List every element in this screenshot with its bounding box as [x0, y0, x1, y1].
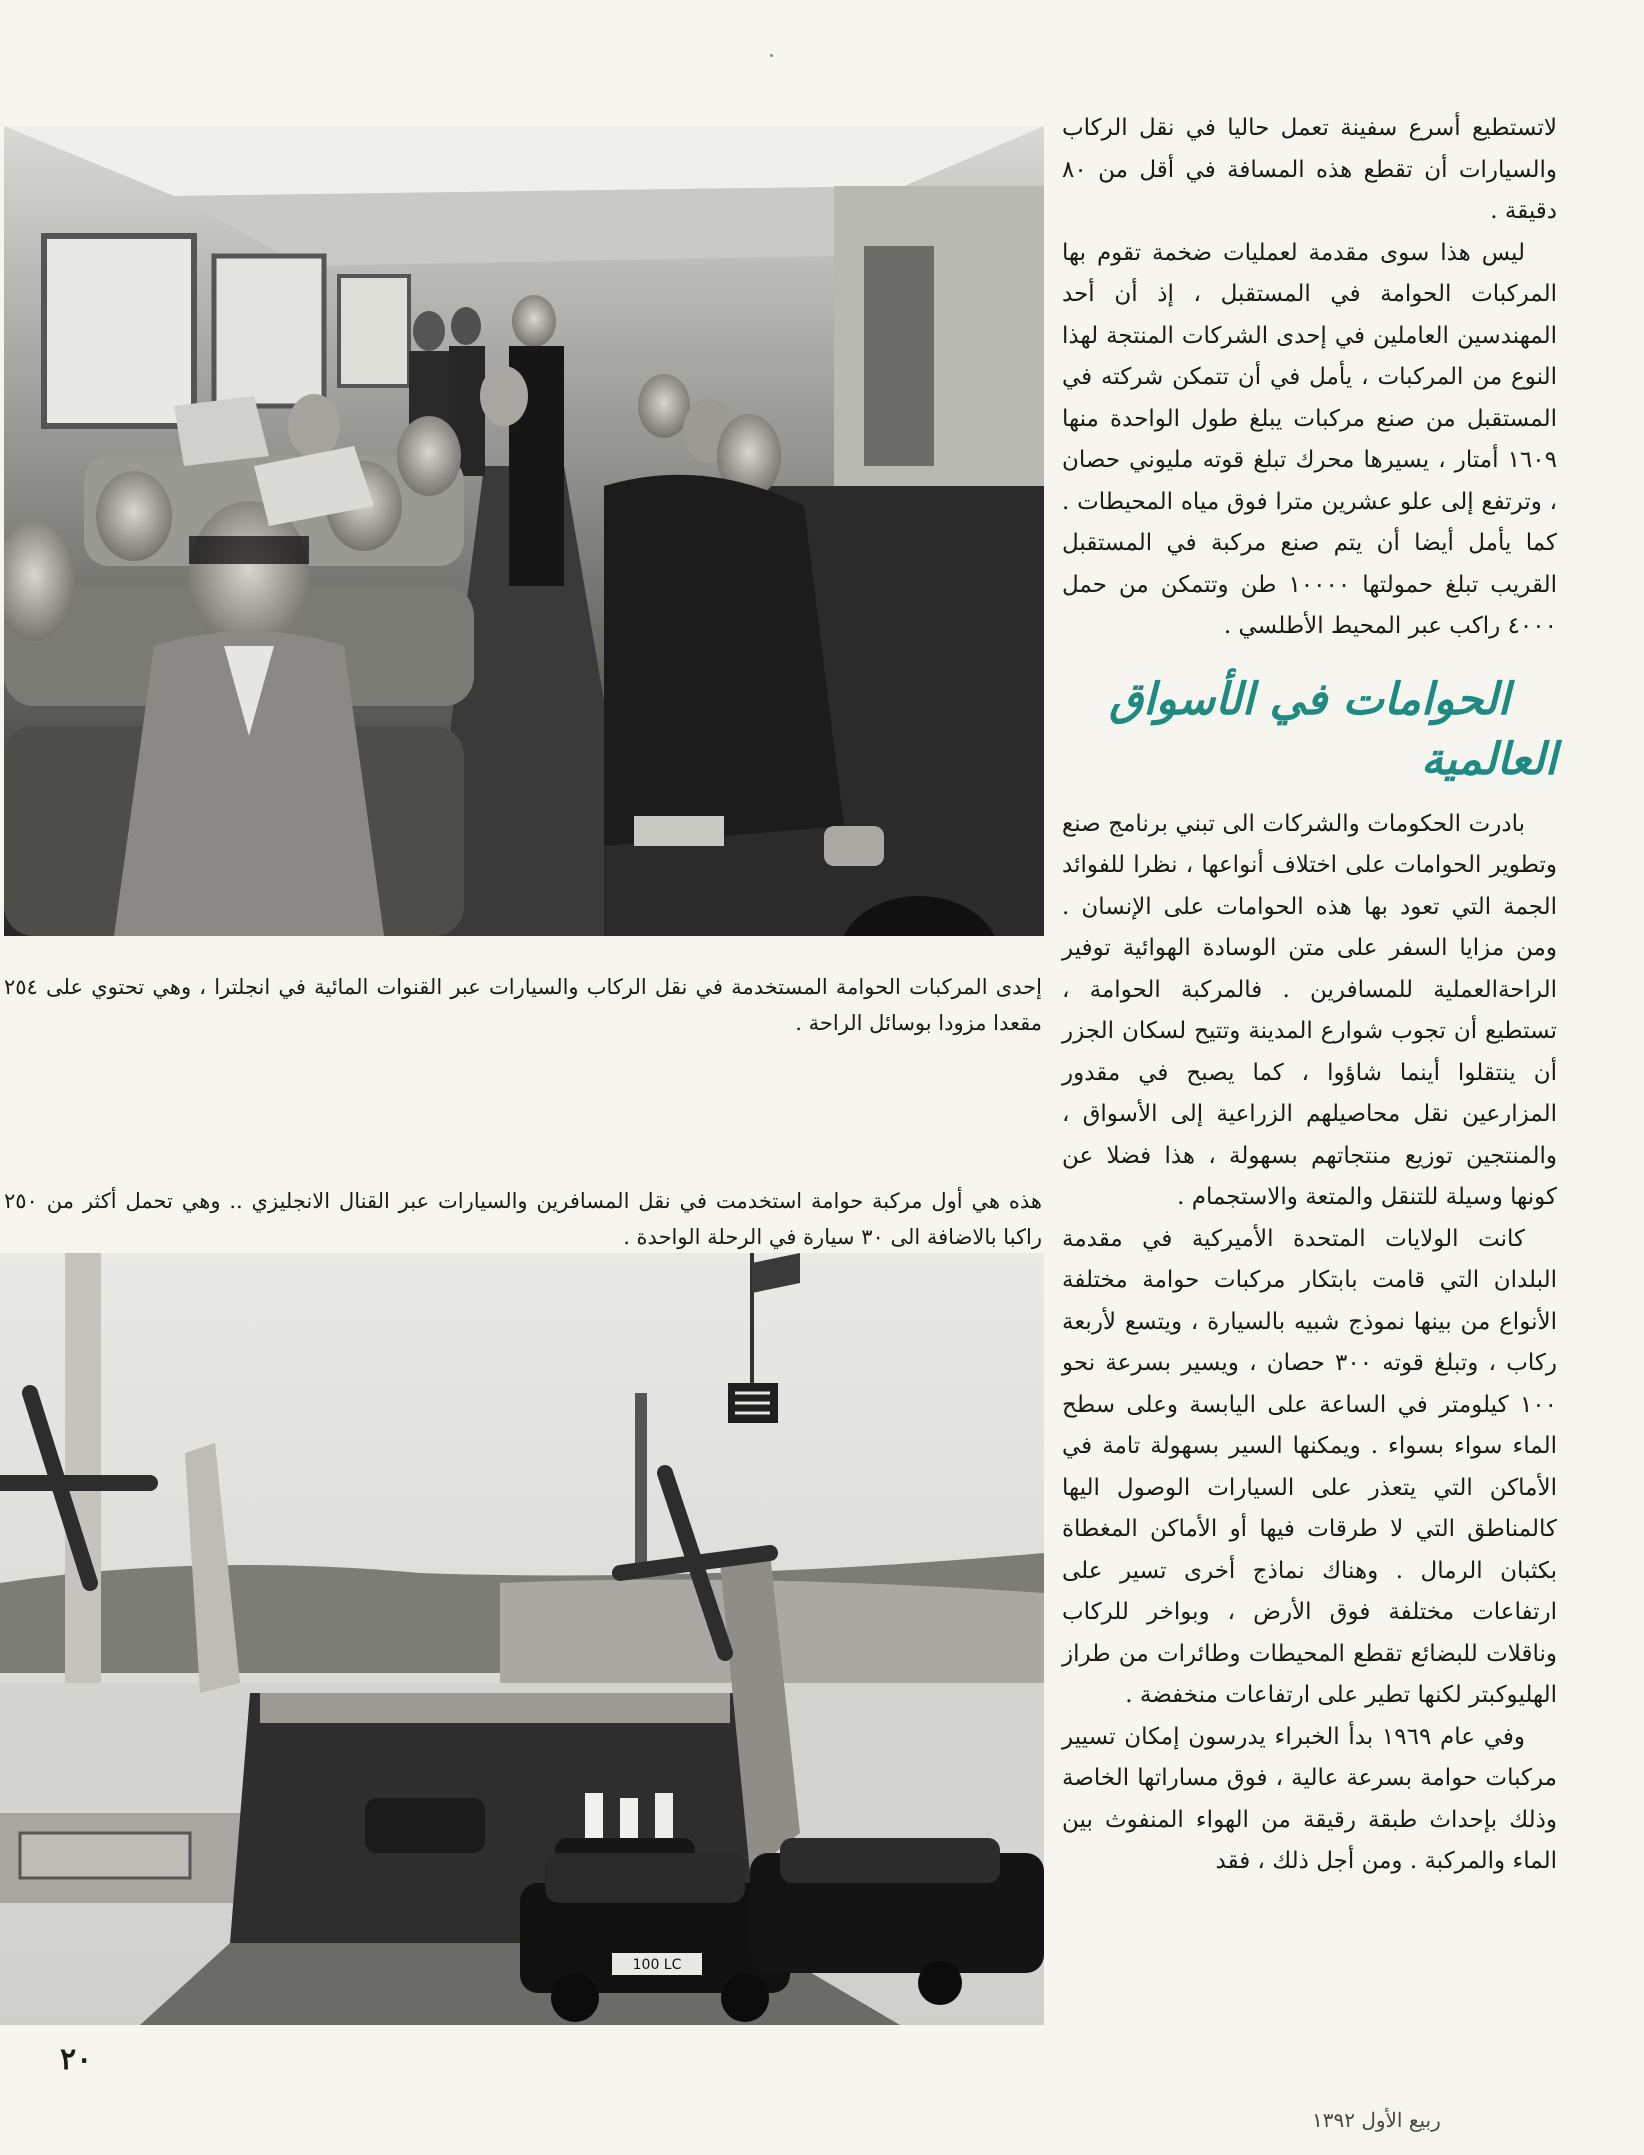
article-column: [1062, 108, 1557, 1883]
section-heading: الحوامات في الأسواق العالمية: [1109, 673, 1557, 785]
article-paragraph: بادرت الحكومات والشركات الى تبني برنامج صنع وتطوير الحوامات على اختلاف أنواعها ، نظرا للفوائد الجمة التي تعود بها هذه الحوامات على الإنسان . ومن مزايا السفر على متن الوسادة الهوائية توفير الراحةالعملية للمسافرين . فالمركبة الحوامة ، تستطيع أن تجوب شوارع المدينة وتتيح لسكان الجزر أن ينتقلوا أينما شاؤوا ، كما يصبح في مقدور المزارعين نقل محاصيلهم الزراعية إلى الأسواق ، والمنتجين توزيع منتجاتهم بسهولة ، هذا فضلا عن كونها وسيلة للتنقل والمتعة والاستجمام .: [1062, 810, 1557, 1210]
caption-cabin-photo: إحدى المركبات الحوامة المستخدمة في نقل الركاب والسيارات عبر القنوات المائية في انجلترا ، وهي تحتوي على ٢٥٤ مقعدا مزودا بوسائل الراحة .: [4, 975, 1042, 1035]
article-paragraph: وفي عام ١٩٦٩ بدأ الخبراء يدرسون إمكان تسيير مركبات حوامة بسرعة عالية ، فوق مساراتها الخاصة وذلك بإحداث طبقة رقيقة من الهواء المنفوث بين الماء والمركبة . ومن أجل ذلك ، فقد: [1062, 1723, 1557, 1874]
article-paragraph: ليس هذا سوى مقدمة لعمليات ضخمة تقوم بها المركبات الحوامة في المستقبل ، إذ أن أحد المهندسين العاملين في إحدى الشركات المنتجة لهذا النوع من المركبات ، يأمل في أن تتمكن شركته في المستقبل من صنع مركبات يبلغ طول الواحدة منها ١٦٠٩ أمتار ، يسيرها محرك تبلغ قوته مليوني حصان ، وترتفع إلى علو عشرين مترا فوق مياه المحيطات . كما يأمل أيضا أن يتم صنع مركبة في المستقبل القريب تبلغ حمولتها ١٠٠٠٠ طن وتتمكن من حمل ٤٠٠٠ راكب عبر المحيط الأطلسي .: [1062, 239, 1558, 639]
cabin-passengers-photo: [4, 126, 1044, 936]
caption-hovercraft-photo: هذه هي أول مركبة حوامة استخدمت في نقل المسافرين والسيارات عبر القنال الانجليزي .. وهي تحمل أكثر من ٢٥٠ راكبا بالاضافة الى ٣٠ سيارة في الرحلة الواحدة .: [4, 1189, 1042, 1249]
car-license-plate: 100 LC: [632, 1957, 682, 1973]
page-number: ٢٠: [60, 2042, 93, 2077]
article-paragraph: لاتستطيع أسرع سفينة تعمل حاليا في نقل الركاب والسيارات أن تقطع هذه المسافة في أقل من ٨٠ دقيقة .: [1062, 115, 1557, 224]
issue-date: ربيع الأول ١٣٩٢: [1312, 2108, 1441, 2132]
hovercraft-car-loading-photo: [0, 1253, 1044, 2025]
article-paragraph: كانت الولايات المتحدة الأميركية في مقدمة البلدان التي قامت بابتكار مركبات حوامة مختلفة الأنواع من بينها نموذج شبيه بالسيارة ، ويتسع لأربعة ركاب ، وتبلغ قوته ٣٠٠ حصان ، ويسير بسرعة نحو ١٠٠ كيلومتر في الساعة على اليابسة وعلى سطح الماء سواء بسواء . ويمكنها السير بسهولة تامة في الأماكن التي يتعذر على السيارات الوصول اليها كالمناطق التي لا طرقات فيها أو الأماكن المغطاة بكثبان الرمال . وهناك نماذج أخرى تسير على ارتفاعات مختلفة فوق الأرض ، وبواخر للركاب وناقلات للبضائع تقطع المحيطات وطائرات من طراز الهليوكبتر لكنها تطير على ارتفاعات منخفضة .: [1062, 1225, 1557, 1708]
print-speck: [770, 54, 773, 57]
